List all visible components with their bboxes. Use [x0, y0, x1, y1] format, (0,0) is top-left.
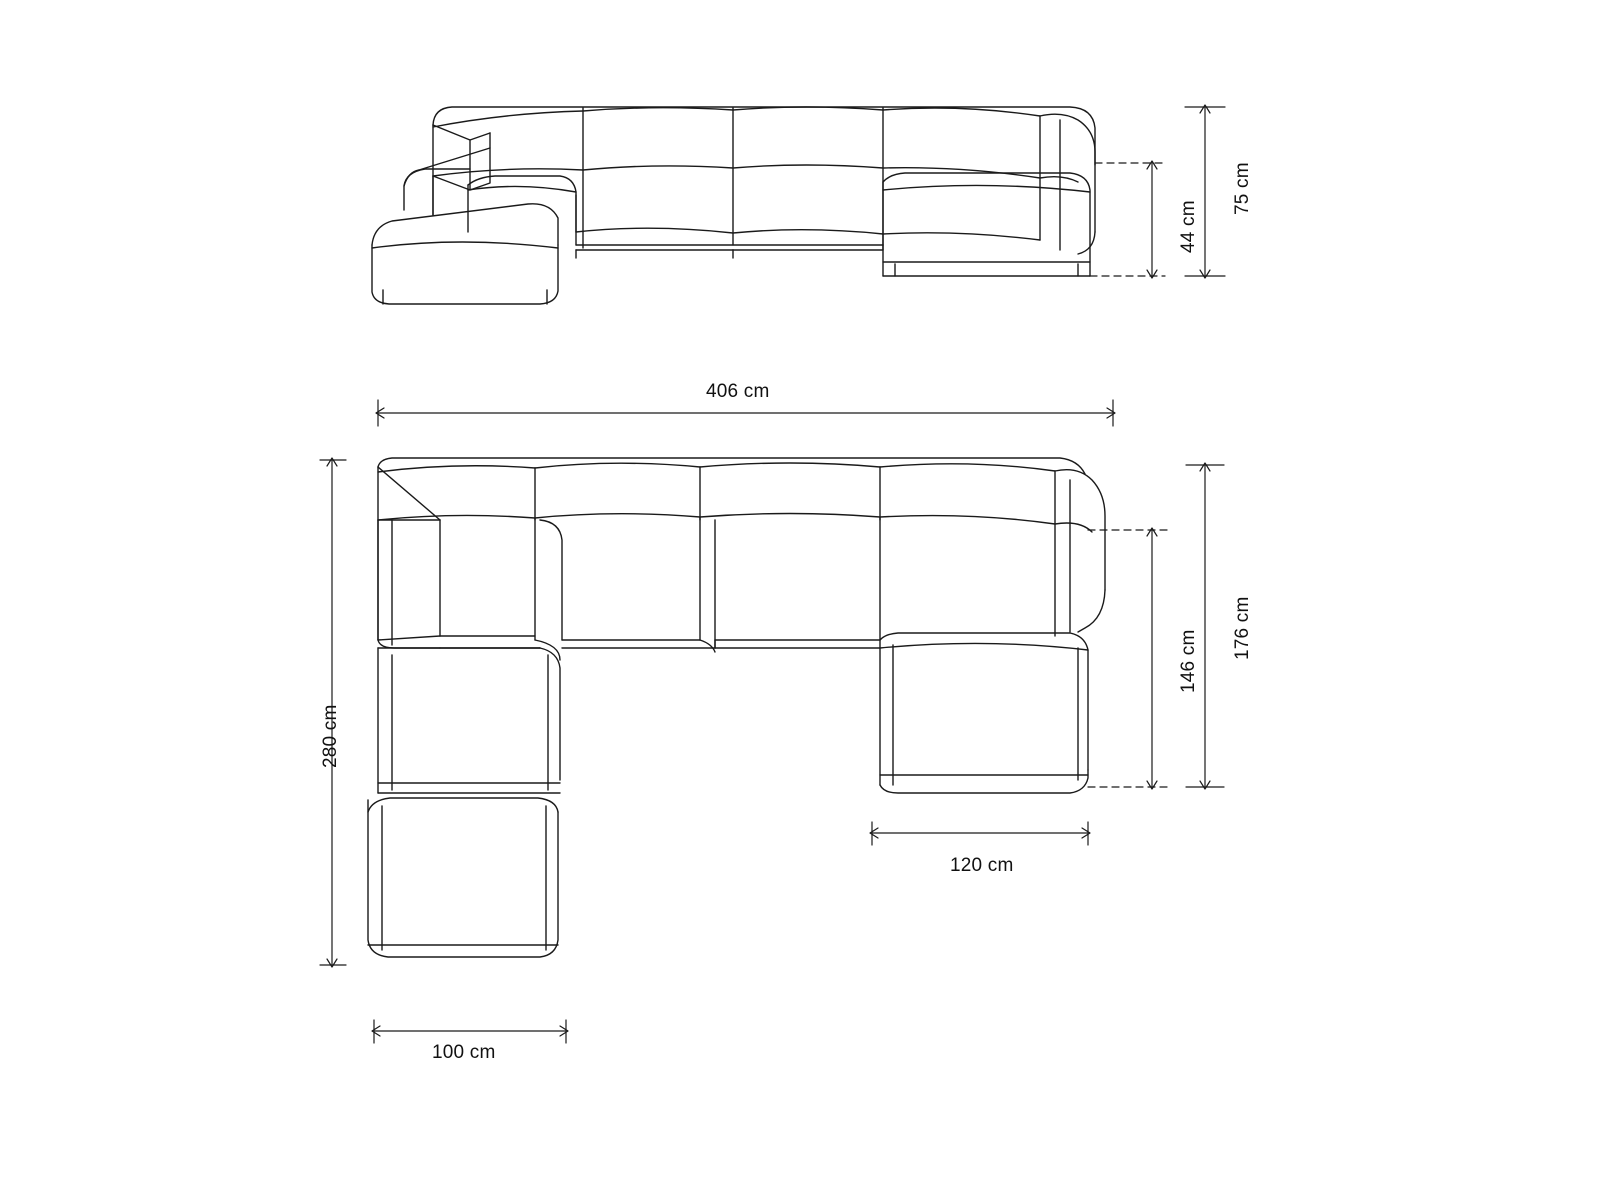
- dimension-label-overall-depth: 280 cm: [320, 704, 341, 768]
- dimension-label-chaise-depth-inner: 146 cm: [1178, 629, 1199, 693]
- front-view-dimensions: [1090, 105, 1225, 278]
- dimension-label-overall-height: 75 cm: [1232, 162, 1253, 215]
- front-elevation-geometry: [372, 107, 1095, 304]
- top-plan-geometry: [368, 458, 1105, 957]
- dimension-label-module-width: 100 cm: [432, 1042, 496, 1063]
- dimension-label-overall-width: 406 cm: [706, 381, 770, 402]
- dimension-label-chaise-depth-outer: 176 cm: [1232, 596, 1253, 660]
- dimension-label-seat-height: 44 cm: [1178, 200, 1199, 253]
- dimension-label-chaise-width: 120 cm: [950, 855, 1014, 876]
